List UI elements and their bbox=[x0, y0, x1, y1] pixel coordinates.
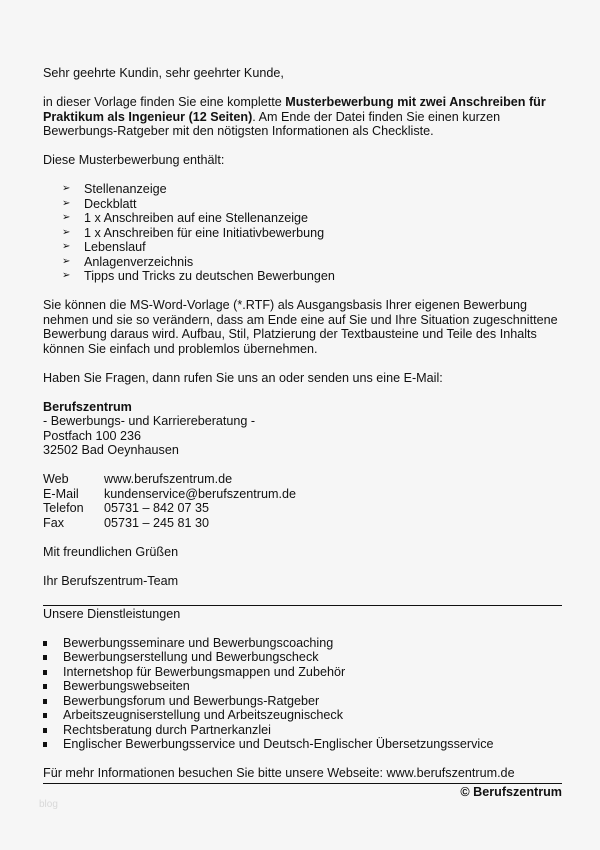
list-item: ➢ Stellenanzeige bbox=[62, 182, 167, 196]
square-bullet-icon bbox=[43, 655, 47, 660]
list-item: ➢ Tipps und Tricks zu deutschen Bewerbungen bbox=[62, 269, 335, 283]
watermark: blog bbox=[39, 799, 58, 810]
contact-block bbox=[43, 472, 562, 530]
copyright: © Berufszentrum bbox=[460, 784, 562, 799]
contact-row: Fax 05731 – 245 81 30 bbox=[43, 515, 210, 530]
contents-list bbox=[43, 182, 562, 284]
arrow-bullet-icon: ➢ bbox=[62, 212, 71, 223]
document-page bbox=[43, 66, 562, 799]
square-bullet-icon bbox=[43, 713, 47, 718]
square-bullet-icon bbox=[43, 699, 47, 704]
square-bullet-icon bbox=[43, 728, 47, 733]
square-bullet-icon bbox=[43, 670, 47, 675]
contact-row: E-Mail kundenservice@berufszentrum.de bbox=[43, 486, 296, 501]
list-item: ➢ Anlagenverzeichnis bbox=[62, 254, 194, 269]
list-item: ➢ 1 x Anschreiben auf eine Stellenanzeige bbox=[62, 211, 309, 225]
questions-text: Haben Sie Fragen, dann rufen Sie uns an oder senden uns eine E-Mail: bbox=[43, 370, 443, 385]
arrow-bullet-icon: ➢ bbox=[62, 183, 71, 194]
list-item: ➢ Deckblatt bbox=[62, 196, 137, 211]
services-heading: Unsere Dienstleistungen bbox=[43, 606, 181, 621]
arrow-bullet-icon: ➢ bbox=[62, 241, 71, 252]
closing: Mit freundlichen Grüßen bbox=[43, 544, 179, 559]
square-bullet-icon bbox=[43, 641, 47, 646]
services-list bbox=[43, 636, 562, 752]
divider bbox=[43, 783, 562, 784]
list-item: ➢ 1 x Anschreiben für eine Initiativbewerbung bbox=[62, 225, 325, 240]
signature: Ihr Berufszentrum-Team bbox=[43, 573, 179, 588]
list-item: Rechtsberatung durch Partnerkanzlei bbox=[43, 723, 562, 738]
list-item: ➢ Lebenslauf bbox=[62, 240, 146, 254]
list-item: Bewerbungsforum und Bewerbungs-Ratgeber bbox=[43, 694, 562, 709]
list-item: Bewerbungswebseiten bbox=[43, 679, 562, 694]
square-bullet-icon bbox=[43, 684, 47, 689]
arrow-bullet-icon: ➢ bbox=[62, 226, 71, 238]
arrow-bullet-icon: ➢ bbox=[62, 270, 71, 281]
square-bullet-icon bbox=[43, 742, 47, 747]
list-item: Bewerbungsseminare und Bewerbungscoaching bbox=[43, 636, 562, 651]
usage-paragraph: Sie können die MS-Word-Vorlage (*.RTF) als Ausgangsbasis Ihrer eigenen Bewerbung nehmen und sie so verändern, dass am Ende eine auf Sie und Ihre Situation zugeschnittene Bewerbung daraus wird. Aufbau, Stil, Platzierung der Textbausteine und Teile des Inhalts können Sie einfach und problemlos übernehmen. bbox=[43, 298, 558, 356]
contents-heading: Diese Musterbewerbung enthält: bbox=[43, 153, 225, 167]
intro-bold: Musterbewerbung mit zwei Anschreiben für Praktikum als Ingenieur (12 Seiten) bbox=[43, 95, 546, 124]
contact-row: Telefon 05731 – 842 07 35 bbox=[43, 501, 210, 515]
list-item: Bewerbungserstellung und Bewerbungscheck bbox=[43, 650, 562, 665]
company-name: Berufszentrum bbox=[43, 399, 132, 414]
web-link[interactable]: www.berufszentrum.de bbox=[104, 472, 233, 486]
greeting: Sehr geehrte Kundin, sehr geehrter Kunde, bbox=[43, 66, 284, 80]
contact-row: Web www.berufszentrum.de bbox=[43, 472, 233, 486]
arrow-bullet-icon: ➢ bbox=[62, 197, 71, 209]
divider bbox=[43, 605, 562, 606]
email-link[interactable]: kundenservice@berufszentrum.de bbox=[104, 486, 296, 501]
arrow-bullet-icon: ➢ bbox=[62, 255, 71, 267]
intro-paragraph: in dieser Vorlage finden Sie eine komplette Musterbewerbung mit zwei Anschreiben für Praktikum als Ingenieur (12 Seiten). Am Ende der Datei finden Sie einen kurzen Bewerbungs-Ratgeber mit den nötigsten Informationen als Checkliste. bbox=[43, 95, 546, 138]
list-item: Englischer Bewerbungsservice und Deutsch-Englischer Übersetzungsservice bbox=[43, 737, 562, 752]
list-item: Arbeitszeugniserstellung und Arbeitszeugnischeck bbox=[43, 708, 562, 723]
address-block: Berufszentrum - Bewerbungs- und Karriereberatung - Postfach 100 236 32502 Bad Oeynhausen bbox=[43, 399, 256, 457]
more-info: Für mehr Informationen besuchen Sie bitte unsere Webseite: www.berufszentrum.de bbox=[43, 766, 515, 780]
list-item: Internetshop für Bewerbungsmappen und Zubehör bbox=[43, 665, 562, 680]
